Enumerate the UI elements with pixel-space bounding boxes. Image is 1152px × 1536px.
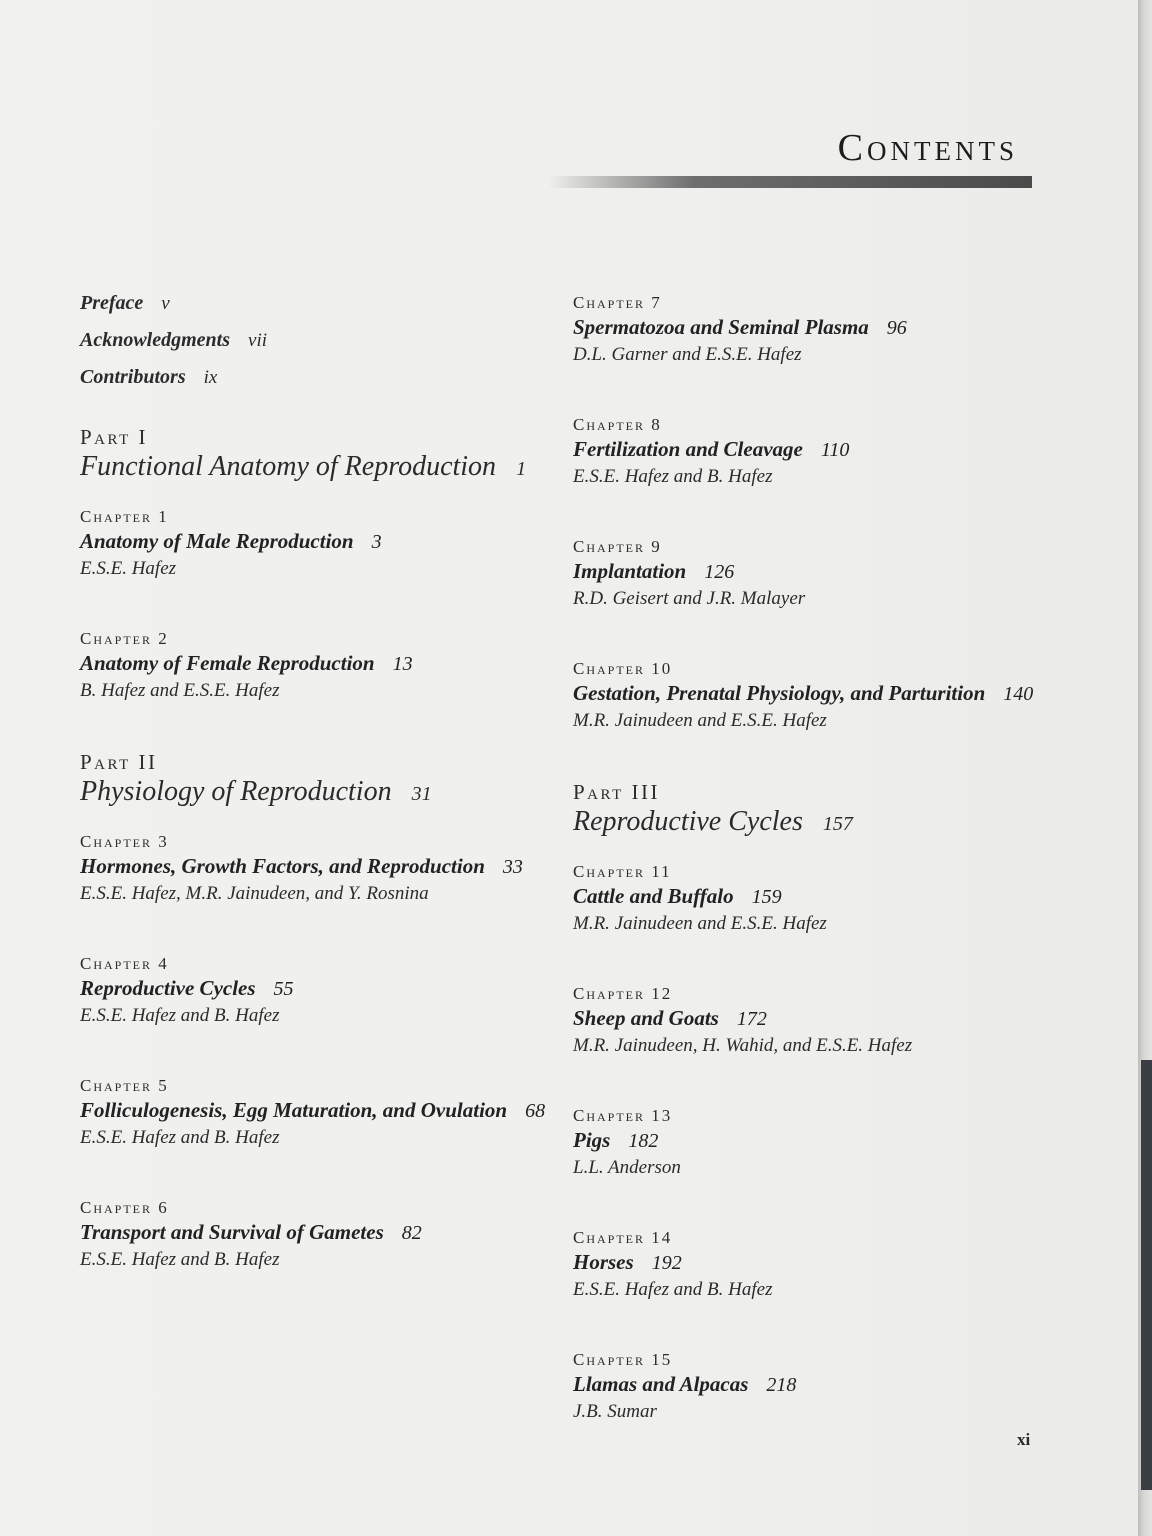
chapter-entry (80, 628, 550, 704)
chapter-title (80, 853, 550, 881)
chapter-title-text: Reproductive Cycles (80, 976, 256, 1000)
chapter-title-text: Anatomy of Female Reproduction (80, 651, 375, 675)
chapter-page-number: 3 (371, 531, 382, 553)
chapter-authors: E.S.E. Hafez and B. Hafez (573, 466, 773, 487)
part-page-number: 31 (411, 783, 432, 805)
front-matter-item (80, 366, 550, 389)
show-through-text (80, 150, 86, 177)
chapter-page-number: 182 (628, 1130, 659, 1152)
chapter-title (80, 1219, 550, 1247)
chapter-authors: R.D. Geisert and J.R. Malayer (573, 588, 806, 609)
front-matter-page: vii (248, 330, 268, 351)
chapter-entry (573, 658, 1043, 734)
chapter-label: Chapter 11 (573, 862, 672, 881)
chapter-entry (573, 1349, 1043, 1425)
chapter-page-number: 192 (651, 1252, 682, 1274)
title-rule (548, 176, 1032, 188)
chapter-authors: E.S.E. Hafez, M.R. Jainudeen, and Y. Rosnina (80, 883, 429, 904)
chapter-label: Chapter 10 (573, 659, 673, 678)
chapter-label: Chapter 2 (80, 629, 169, 648)
chapter-title (573, 1371, 1043, 1399)
chapter-page-number: 159 (751, 886, 782, 908)
chapter-page-number: 33 (502, 856, 523, 878)
chapter-authors: L.L. Anderson (573, 1157, 681, 1178)
chapter-title (80, 1097, 550, 1125)
chapter-title (573, 558, 1043, 586)
chapter-page-number: 126 (704, 561, 735, 583)
chapter-label: Chapter 12 (573, 984, 673, 1003)
chapter-authors: E.S.E. Hafez (80, 558, 177, 579)
chapter-title (573, 1249, 1043, 1277)
part-label: Part III (573, 780, 661, 804)
chapter-entry (80, 506, 550, 582)
chapter-page-number: 55 (273, 978, 294, 1000)
chapter-label: Chapter 1 (80, 507, 169, 526)
chapter-title-text: Anatomy of Male Reproduction (80, 529, 354, 553)
chapter-authors: E.S.E. Hafez and B. Hafez (80, 1249, 280, 1270)
chapter-authors: E.S.E. Hafez and B. Hafez (80, 1005, 280, 1026)
chapter-title (80, 650, 550, 678)
chapter-entry (573, 414, 1043, 490)
chapter-title (573, 436, 1043, 464)
toc-right-column (573, 292, 1043, 1471)
chapter-entry (80, 953, 550, 1029)
chapter-title-text: Folliculogenesis, Egg Maturation, and Ovulation (80, 1098, 508, 1122)
part-title (573, 805, 1043, 841)
chapter-entry (573, 292, 1043, 368)
chapter-entry (80, 1075, 550, 1151)
chapter-entry (573, 536, 1043, 612)
chapter-title-text: Pigs (573, 1128, 611, 1152)
chapter-page-number: 68 (525, 1100, 546, 1122)
chapter-entry (80, 1197, 550, 1273)
front-matter-list (80, 292, 550, 389)
chapter-title (573, 1005, 1043, 1033)
chapter-page-number: 13 (392, 653, 413, 675)
part-title-text: Functional Anatomy of Reproduction (80, 451, 497, 482)
chapter-label: Chapter 9 (573, 537, 662, 556)
chapter-label: Chapter 4 (80, 954, 169, 973)
chapter-title (573, 314, 1043, 342)
chapter-entry (573, 983, 1043, 1059)
chapter-page-number: 96 (886, 317, 907, 339)
chapter-title-text: Sheep and Goats (573, 1006, 719, 1030)
chapter-label: Chapter 5 (80, 1076, 169, 1095)
part-title-text: Reproductive Cycles (573, 806, 803, 837)
chapter-label: Chapter 8 (573, 415, 662, 434)
part-entry (80, 750, 550, 811)
chapter-label: Chapter 6 (80, 1198, 169, 1217)
chapter-authors: M.R. Jainudeen and E.S.E. Hafez (573, 913, 827, 934)
front-matter-page: v (161, 293, 170, 314)
toc-left-entries (80, 425, 550, 1273)
chapter-label: Chapter 15 (573, 1350, 673, 1369)
chapter-page-number: 218 (766, 1374, 797, 1396)
part-title (80, 775, 550, 811)
chapter-page-number: 110 (820, 439, 850, 461)
front-matter-label: Preface (80, 292, 144, 314)
chapter-authors: E.S.E. Hafez and B. Hafez (573, 1279, 773, 1300)
chapter-title (573, 1127, 1043, 1155)
chapter-entry (573, 1105, 1043, 1181)
chapter-authors: D.L. Garner and E.S.E. Hafez (573, 344, 802, 365)
part-entry (80, 425, 550, 486)
chapter-page-number: 140 (1003, 683, 1034, 705)
chapter-authors: M.R. Jainudeen, H. Wahid, and E.S.E. Hafez (573, 1035, 913, 1056)
chapter-page-number: 172 (736, 1008, 767, 1030)
page-number: xi (1017, 1430, 1031, 1449)
chapter-authors: B. Hafez and E.S.E. Hafez (80, 680, 280, 701)
background-strip (1141, 1060, 1152, 1490)
chapter-authors: E.S.E. Hafez and B. Hafez (80, 1127, 280, 1148)
chapter-title-text: Transport and Survival of Gametes (80, 1220, 384, 1244)
chapter-title (80, 975, 550, 1003)
chapter-label: Chapter 7 (573, 293, 662, 312)
chapter-title-text: Fertilization and Cleavage (573, 437, 803, 461)
front-matter-item (80, 292, 550, 315)
chapter-entry (573, 1227, 1043, 1303)
front-matter-page: ix (203, 367, 218, 388)
front-matter-label: Contributors (80, 366, 186, 388)
chapter-entry (573, 861, 1043, 937)
chapter-title-text: Horses (573, 1250, 634, 1274)
toc-left-column (80, 292, 550, 1319)
chapter-title-text: Cattle and Buffalo (573, 884, 734, 908)
chapter-title-text: Gestation, Prenatal Physiology, and Parturition (573, 681, 986, 705)
part-page-number: 1 (516, 458, 527, 480)
chapter-title (80, 528, 550, 556)
page-title: Contents (837, 127, 1018, 169)
chapter-title-text: Spermatozoa and Seminal Plasma (573, 315, 869, 339)
chapter-authors: J.B. Sumar (573, 1401, 657, 1422)
part-label: Part I (80, 425, 149, 449)
chapter-authors: M.R. Jainudeen and E.S.E. Hafez (573, 710, 827, 731)
part-title-text: Physiology of Reproduction (80, 776, 392, 807)
chapter-title-text: Hormones, Growth Factors, and Reproduction (80, 854, 485, 878)
part-title (80, 450, 550, 486)
chapter-page-number: 82 (401, 1222, 422, 1244)
chapter-label: Chapter 14 (573, 1228, 673, 1247)
chapter-title-text: Implantation (573, 559, 687, 583)
toc-right-entries (573, 292, 1043, 1425)
chapter-label: Chapter 3 (80, 832, 169, 851)
part-entry (573, 780, 1043, 841)
chapter-title (573, 680, 1043, 708)
chapter-label: Chapter 13 (573, 1106, 673, 1125)
part-page-number: 157 (822, 813, 853, 835)
part-label: Part II (80, 750, 158, 774)
chapter-entry (80, 831, 550, 907)
front-matter-label: Acknowledgments (80, 329, 231, 351)
front-matter-item (80, 329, 550, 352)
chapter-title-text: Llamas and Alpacas (573, 1372, 749, 1396)
chapter-title (573, 883, 1043, 911)
